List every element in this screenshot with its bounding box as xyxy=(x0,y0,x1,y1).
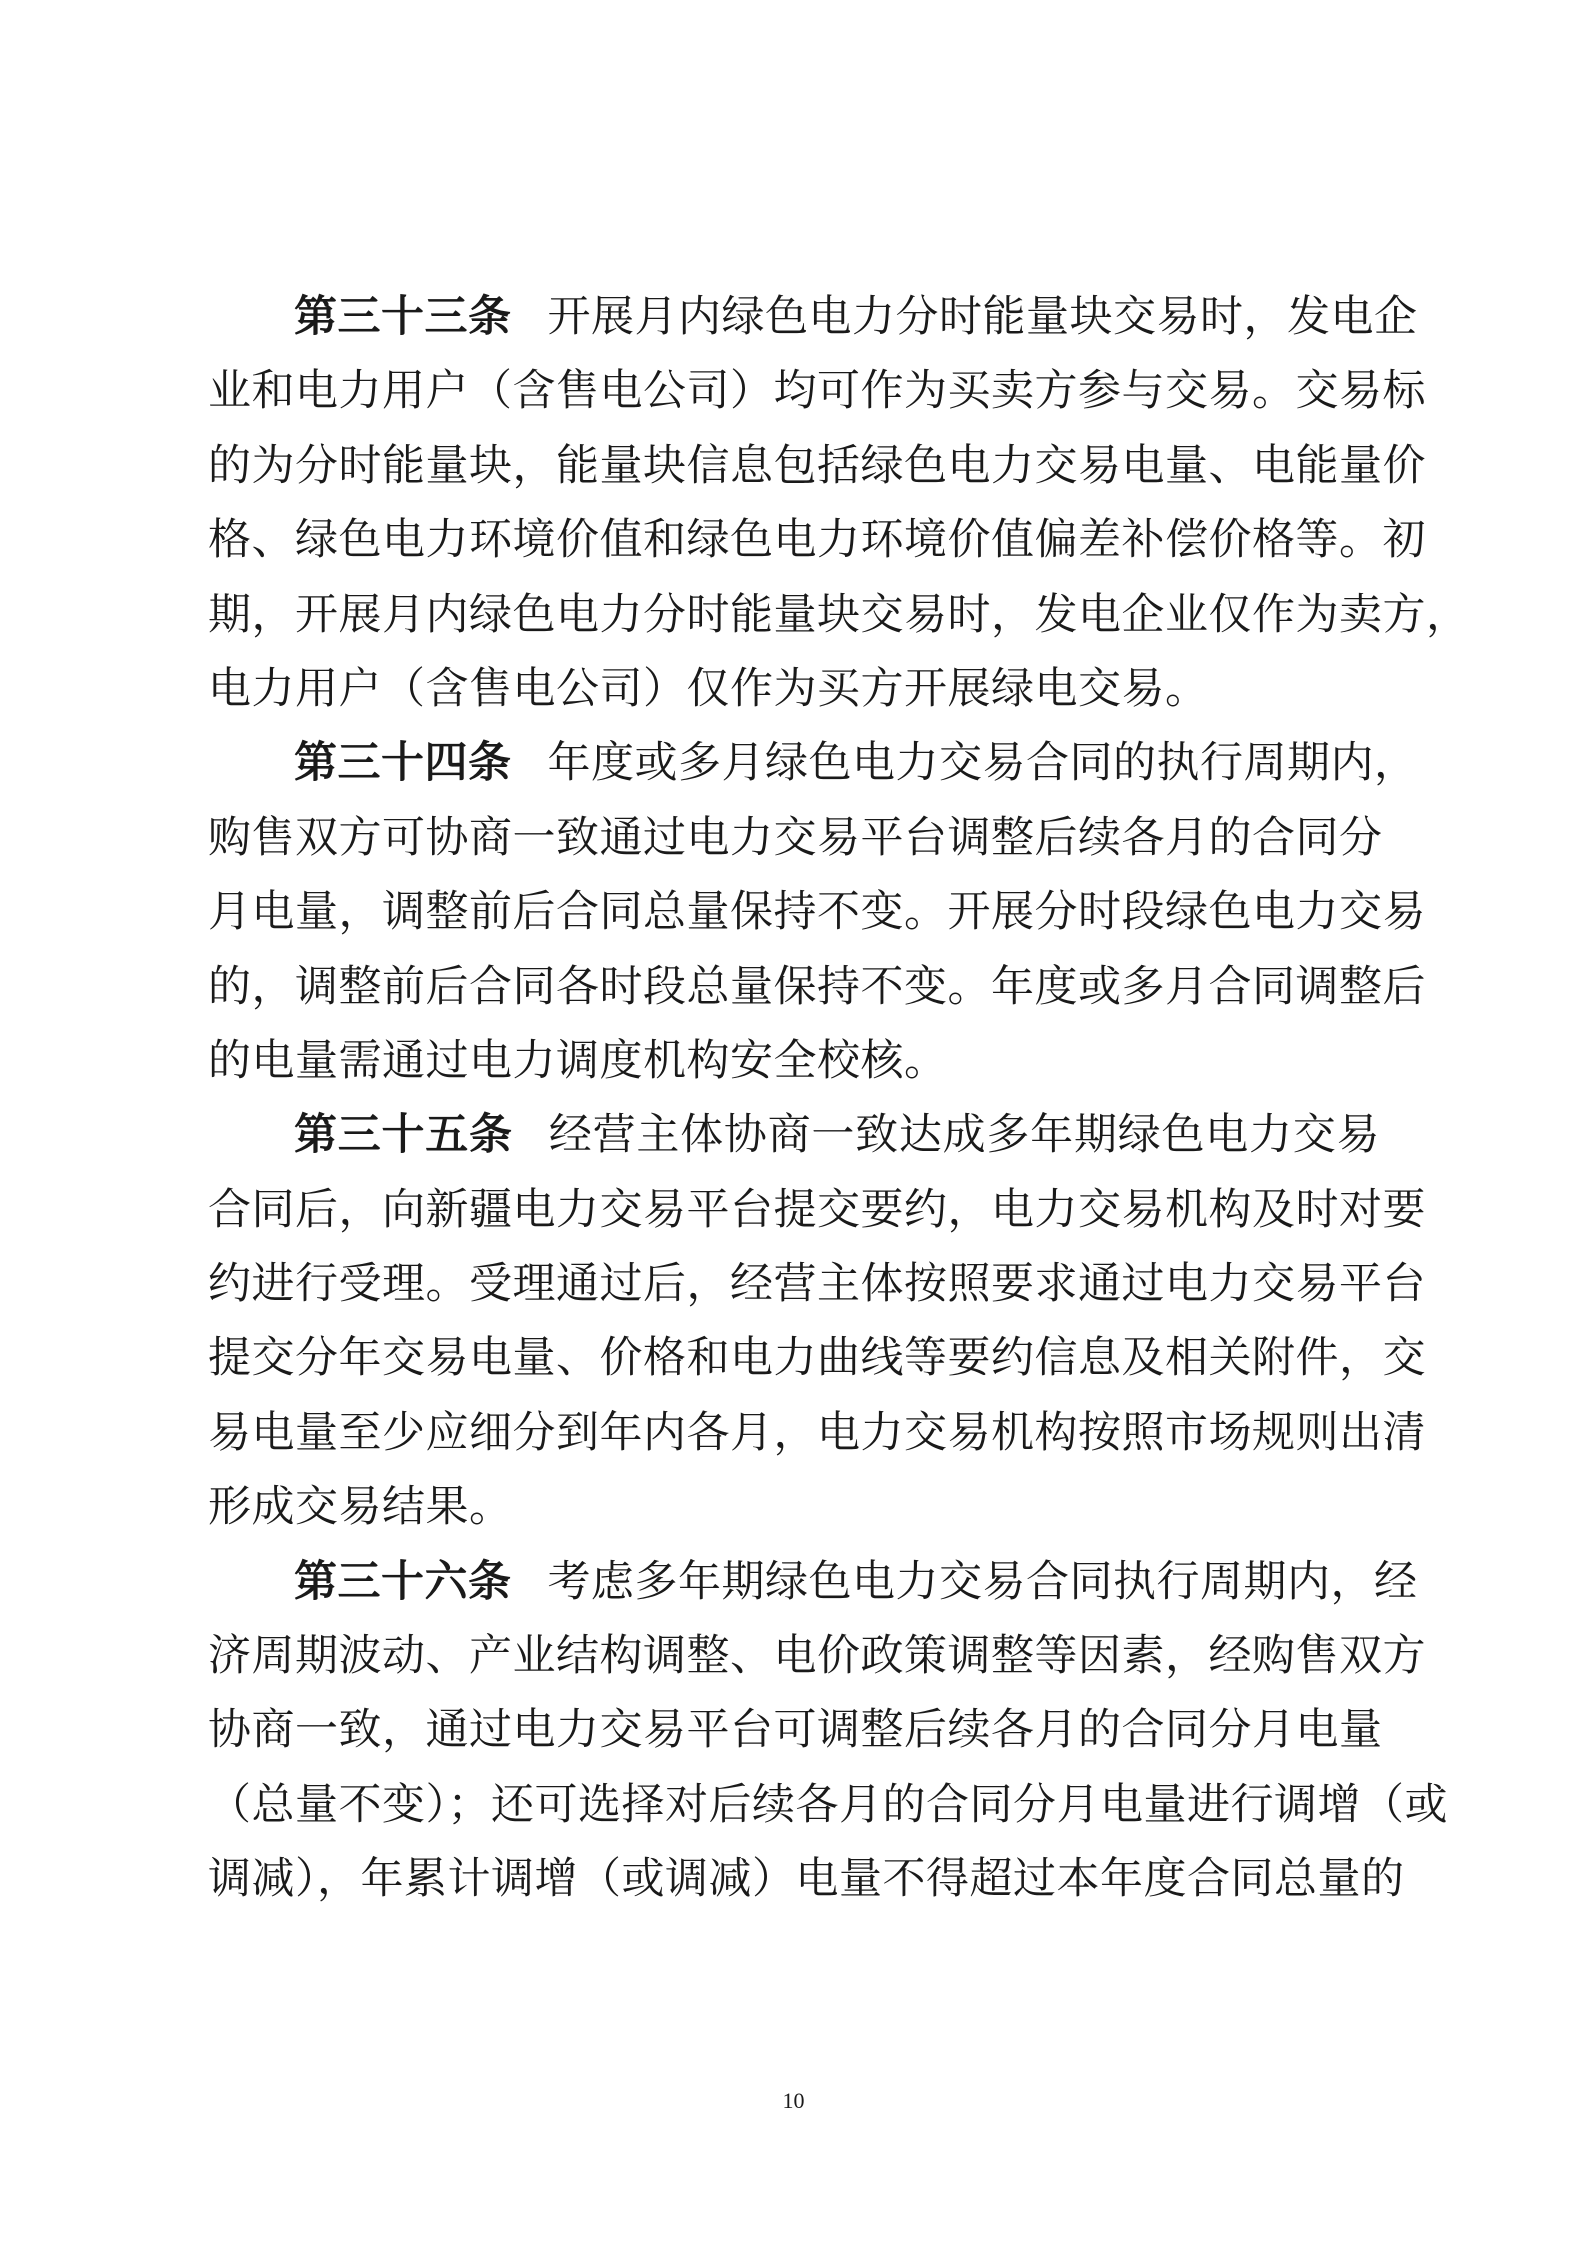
article-35-text-1: 经营主体协商一致达成多年期绿色电力交易 xyxy=(548,1110,1381,1161)
article-34-line-3: 月电量，调整前后合同总量保持不变。开展分时段绿色电力交易 xyxy=(208,887,1426,938)
article-36-heading: 第三十六条 xyxy=(294,1556,512,1607)
article-35-line-2: 合同后，向新疆电力交易平台提交要约，电力交易机构及时对要 xyxy=(208,1184,1426,1235)
article-33-line-3: 的为分时能量块，能量块信息包括绿色电力交易电量、电能量价 xyxy=(208,440,1426,491)
document-body xyxy=(208,280,1470,1917)
article-36-line-4: （总量不变）；还可选择对后续各月的合同分月电量进行调增（或 xyxy=(208,1779,1448,1830)
article-35-line-1 xyxy=(208,1098,1380,1172)
article-35-line-6: 形成交易结果。 xyxy=(208,1482,513,1533)
article-34-text-1: 年度或多月绿色电力交易合同的执行周期内， xyxy=(547,738,1418,789)
article-33-heading: 第三十三条 xyxy=(294,292,512,342)
article-33-line-5: 期，开展月内绿色电力分时能量块交易时，发电企业仅作为卖方， xyxy=(208,589,1470,640)
article-33-line-4: 格、绿色电力环境价值和绿色电力环境价值偏差补偿价格等。初 xyxy=(208,515,1426,566)
article-33-line-1 xyxy=(208,280,1418,354)
article-35-line-3: 约进行受理。受理通过后，经营主体按照要求通过电力交易平台 xyxy=(208,1259,1426,1310)
article-34-heading: 第三十四条 xyxy=(294,738,512,789)
page-number: 10 xyxy=(782,2088,805,2113)
article-36-text-1: 考虑多年期绿色电力交易合同执行周期内，经 xyxy=(547,1556,1418,1607)
article-34-line-1 xyxy=(208,726,1418,800)
article-36-line-5: 调减），年累计调增（或调减）电量不得超过本年度合同总量的 xyxy=(208,1854,1405,1905)
article-33-line-6: 电力用户（含售电公司）仅作为买方开展绿电交易。 xyxy=(208,663,1209,714)
article-33-line-2: 业和电力用户（含售电公司）均可作为买卖方参与交易。交易标 xyxy=(208,366,1426,417)
article-35-heading: 第三十五条 xyxy=(294,1110,513,1161)
article-34-line-2: 购售双方可协商一致通过电力交易平台调整后续各月的合同分 xyxy=(208,812,1383,863)
article-36-line-1 xyxy=(208,1545,1418,1619)
article-36-line-3: 协商一致，通过电力交易平台可调整后续各月的合同分月电量 xyxy=(208,1705,1383,1756)
article-33-text-1: 开展月内绿色电力分时能量块交易时，发电企 xyxy=(547,292,1418,342)
article-36-line-2: 济周期波动、产业结构调整、电价政策调整等因素，经购售双方 xyxy=(208,1631,1426,1682)
article-35-line-5: 易电量至少应细分到年内各月，电力交易机构按照市场规则出清 xyxy=(208,1407,1426,1458)
article-34-line-5: 的电量需通过电力调度机构安全校核。 xyxy=(208,1035,948,1086)
article-34-line-4: 的，调整前后合同各时段总量保持不变。年度或多月合同调整后 xyxy=(208,961,1426,1012)
article-35-line-4: 提交分年交易电量、价格和电力曲线等要约信息及相关附件，交 xyxy=(208,1333,1426,1384)
